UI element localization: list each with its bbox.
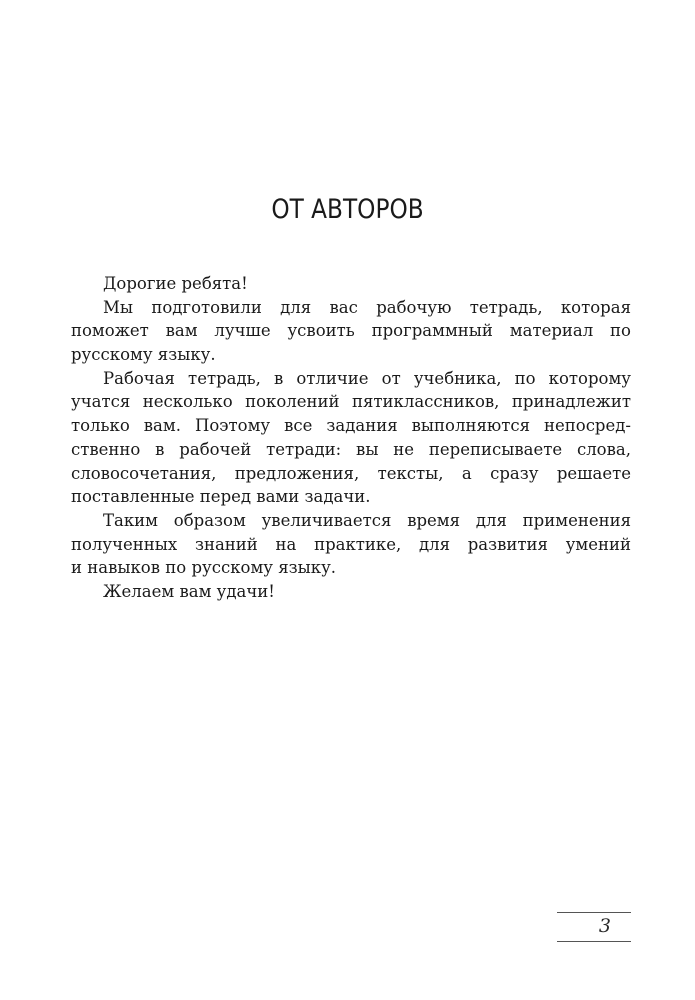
- text-line: Таким образом увеличивается время для применения: [103, 510, 631, 530]
- page-number-frame: [557, 912, 631, 942]
- text-line: русскому языку.: [71, 345, 216, 365]
- text-line: поставленные перед вами задачи.: [71, 487, 371, 507]
- text-line: ственно в рабочей тетради: вы не переписываете слова,: [71, 439, 631, 459]
- text-line: и навыков по русскому языку.: [71, 558, 337, 578]
- text-line: Мы подготовили для вас рабочую тетрадь, которая: [103, 297, 631, 317]
- text-line: словосочетания, предложения, тексты, а сразу решаете: [71, 463, 631, 483]
- page-title: ОТ АВТОРОВ: [271, 194, 424, 225]
- text-line: Рабочая тетрадь, в отличие от учебника, по которому: [103, 368, 631, 388]
- body-text: [71, 272, 631, 604]
- text-line: поможет вам лучше усвоить программный материал по: [71, 321, 631, 341]
- text-line: Желаем вам удачи!: [103, 581, 275, 601]
- page-number-rule-bottom: [557, 941, 631, 942]
- page-number: 3: [598, 915, 611, 937]
- text-line: только вам. Поэтому все задания выполняются непосред-: [71, 416, 631, 436]
- text-line: полученных знаний на практике, для развития умений: [71, 534, 631, 554]
- page-number-rule-top: [557, 912, 631, 913]
- text-line: Дорогие ребята!: [103, 274, 248, 293]
- text-line: учатся несколько поколений пятиклассников, принадлежит: [71, 392, 631, 412]
